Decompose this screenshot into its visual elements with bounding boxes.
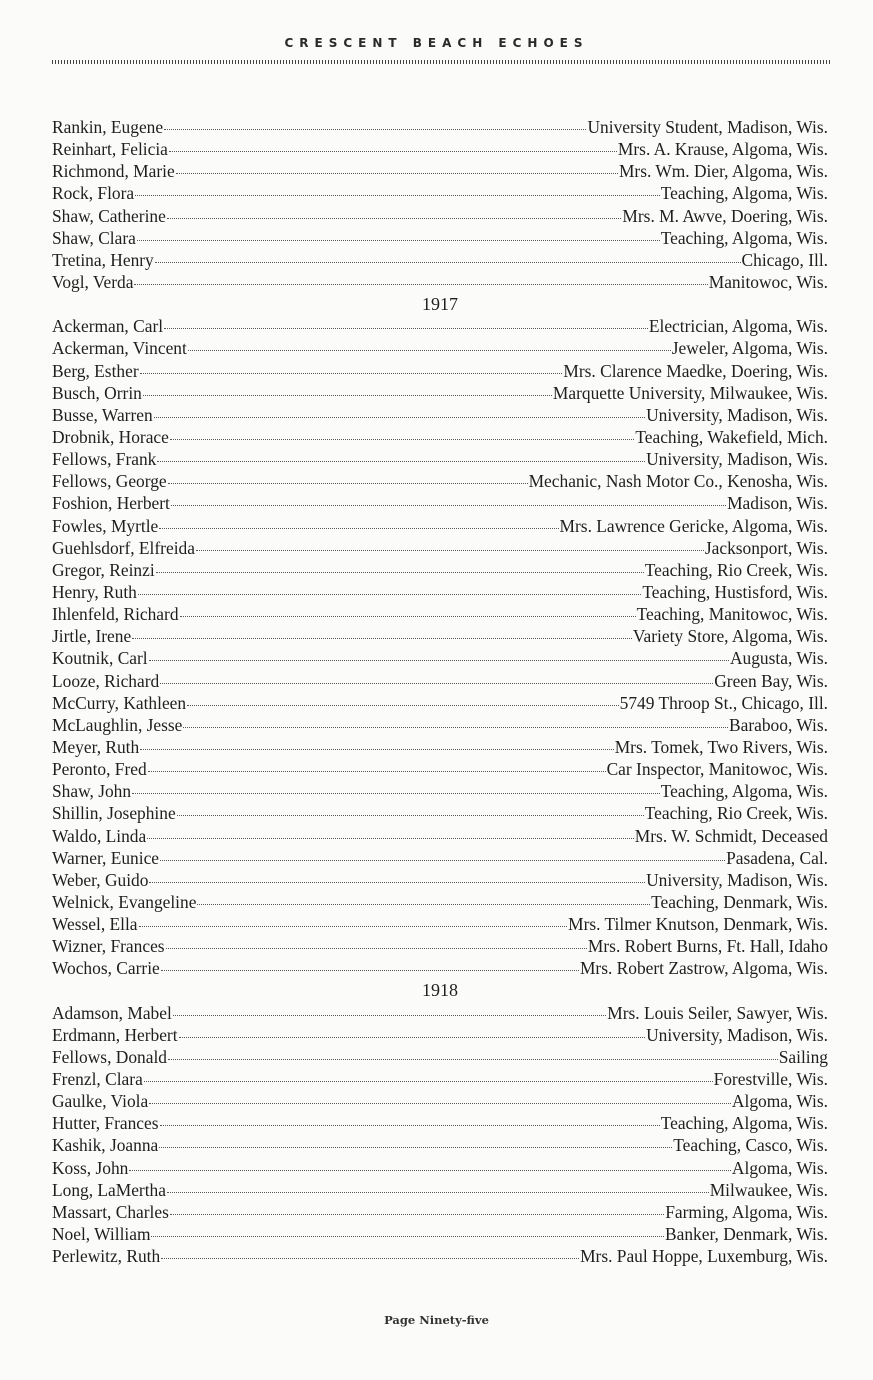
dot-leader [149,660,729,661]
person-name: Rankin, Eugene [52,117,164,137]
dot-leader [161,970,579,971]
year-heading: 1917 [422,294,458,315]
page-footer: Page Ninety-five [384,1313,489,1327]
person-name: Noel, William [52,1224,151,1245]
list-item [52,182,828,204]
person-status: Banker, Denmark, Wis. [665,1224,828,1245]
person-status: Mrs. W. Schmidt, Deceased [634,825,828,846]
person-status: Teaching, Hustisford, Wis. [642,581,828,602]
person-status: Forestville, Wis. [713,1069,828,1090]
person-name: Adamson, Mabel [52,1002,172,1023]
dot-leader [187,705,619,706]
list-item [52,360,828,382]
person-name: Weber, Guido [52,869,149,890]
person-status: Mrs. Wm. Dier, Algoma, Wis. [618,161,828,182]
dot-leader [137,240,660,241]
list-item [52,227,828,249]
dot-leader [160,1125,660,1126]
person-status: Algoma, Wis. [731,1091,828,1112]
person-name: Perlewitz, Ruth [52,1246,161,1267]
alumni-list [52,116,828,1267]
person-name: Shaw, John [52,781,132,802]
dot-leader [151,1236,664,1237]
person-status: Mrs. Robert Zastrow, Algoma, Wis. [579,958,828,979]
person-status: Green Bay, Wis. [714,670,828,691]
person-name: Wizner, Frances [52,936,165,957]
person-status: Jacksonport, Wis. [704,537,828,558]
page-header: CRESCENT BEACH ECHOES [284,36,589,50]
list-item [52,138,828,160]
dot-leader [144,1081,713,1082]
list-item [52,515,828,537]
person-status: Algoma, Wis. [731,1157,828,1178]
person-status: Mrs. Paul Hoppe, Luxemburg, Wis. [580,1246,828,1267]
list-item [52,205,828,227]
list-item [52,1046,828,1068]
person-name: Wochos, Carrie [52,958,160,979]
person-status: Teaching, Rio Creek, Wis. [644,803,828,824]
dot-leader [149,1103,731,1104]
dot-leader [179,1037,646,1038]
person-name: McLaughlin, Jesse [52,714,183,735]
list-item [52,337,828,359]
person-name: Jirtle, Irene [52,626,132,647]
dot-leader [170,1214,664,1215]
person-name: Peronto, Fred [52,759,147,780]
person-name: Busch, Orrin [52,382,142,403]
person-status: Electrician, Algoma, Wis. [648,316,828,337]
person-name: Drobnik, Horace [52,426,169,447]
person-name: Foshion, Herbert [52,493,170,514]
list-item [52,891,828,913]
dot-leader [160,683,713,684]
person-name: Long, LaMertha [52,1179,166,1200]
list-item [52,714,828,736]
person-name: Frenzl, Clara [52,1069,143,1090]
list-item [52,559,828,581]
dot-leader [139,926,568,927]
person-name: Shaw, Clara [52,227,136,248]
dot-leader [171,505,726,506]
list-item [52,315,828,337]
list-item [52,404,828,426]
person-status: Mrs. Louis Seiler, Sawyer, Wis. [607,1002,828,1023]
person-name: Fellows, George [52,471,167,492]
list-item [52,935,828,957]
person-status: Madison, Wis. [727,493,828,514]
person-name: Fellows, Donald [52,1046,167,1067]
dot-leader [160,860,725,861]
dot-leader [157,461,645,462]
dot-leader [168,483,528,484]
person-name: Koutnik, Carl [52,648,148,669]
person-status: Teaching, Algoma, Wis. [660,1113,828,1134]
dot-leader [134,284,707,285]
person-status: Teaching, Denmark, Wis. [651,891,828,912]
person-name: Koss, John [52,1157,129,1178]
person-name: Vogl, Verda [52,271,134,292]
person-name: Gregor, Reinzi [52,559,155,580]
person-name: Rock, Flora [52,183,135,204]
list-item [52,670,828,692]
person-name: Reinhart, Felicia [52,139,168,160]
list-item [52,492,828,514]
dot-leader [170,439,634,440]
dot-leader [176,173,618,174]
dot-leader [132,793,660,794]
list-item [52,736,828,758]
dot-leader [135,195,660,196]
person-name: Hutter, Frances [52,1113,159,1134]
person-status: Car Inspector, Manitowoc, Wis. [606,759,828,780]
person-name: Tretina, Henry [52,249,154,270]
dot-leader [154,417,645,418]
person-status: Teaching, Algoma, Wis. [660,781,828,802]
dot-leader [197,904,650,905]
person-name: Shillin, Josephine [52,803,176,824]
dot-leader [196,550,704,551]
list-item [52,847,828,869]
dot-leader [180,616,636,617]
person-name: Ackerman, Carl [52,316,164,337]
person-name: Erdmann, Herbert [52,1024,178,1045]
list-item [52,581,828,603]
person-name: Kashik, Joanna [52,1135,159,1156]
list-item [52,869,828,891]
person-name: Meyer, Ruth [52,736,140,757]
person-name: Richmond, Marie [52,161,175,182]
person-status: Mechanic, Nash Motor Co., Kenosha, Wis. [528,471,828,492]
dot-leader [161,1258,579,1259]
list-item [52,116,828,138]
person-name: Wessel, Ella [52,914,138,935]
list-item [52,957,828,979]
list-item [52,692,828,714]
person-name: Shaw, Catherine [52,205,166,226]
list-item [52,1112,828,1134]
person-status: Sailing [778,1046,828,1067]
person-status: Farming, Algoma, Wis. [665,1201,828,1222]
dot-leader [138,594,641,595]
list-item [52,1134,828,1156]
list-item [52,758,828,780]
person-status: Manitowoc, Wis. [708,271,828,292]
list-item [52,448,828,470]
person-name: McCurry, Kathleen [52,692,187,713]
person-name: Waldo, Linda [52,825,147,846]
dot-leader [149,882,645,883]
list-item [52,1002,828,1024]
person-name: Welnick, Evangeline [52,891,197,912]
dot-leader [177,815,644,816]
list-item [52,382,828,404]
dot-leader [132,638,632,639]
person-status: University Student, Madison, Wis. [587,117,828,137]
list-item [52,1179,828,1201]
person-status: Mrs. Robert Burns, Ft. Hall, Idaho [587,936,828,957]
person-status: 5749 Throop St., Chicago, Ill. [619,692,828,713]
dot-leader [159,1147,672,1148]
person-name: Warner, Eunice [52,847,160,868]
person-name: Berg, Esther [52,360,139,381]
list-item [52,1157,828,1179]
person-status: Teaching, Wakefield, Mich. [635,426,828,447]
person-status: Marquette University, Milwaukee, Wis. [552,382,828,403]
list-item [52,271,828,293]
dot-leader [147,838,634,839]
person-status: Mrs. Clarence Maedke, Doering, Wis. [563,360,828,381]
dot-leader [173,1015,606,1016]
person-status: Variety Store, Algoma, Wis. [632,626,828,647]
person-status: Mrs. Lawrence Gericke, Algoma, Wis. [559,515,828,536]
list-item [52,160,828,182]
dot-leader [188,350,671,351]
list-item [52,913,828,935]
person-name: Gaulke, Viola [52,1091,149,1112]
list-item [52,537,828,559]
person-status: Pasadena, Cal. [726,847,828,868]
dot-leader [148,771,606,772]
dot-leader [156,572,644,573]
dot-leader [166,948,587,949]
list-item [52,625,828,647]
person-status: Mrs. Tomek, Two Rivers, Wis. [614,736,828,757]
list-item [52,249,828,271]
dot-leader [140,373,563,374]
list-item [52,1068,828,1090]
header-rule [52,60,830,64]
list-item [52,647,828,669]
list-item [52,603,828,625]
person-status: University, Madison, Wis. [646,404,828,425]
person-status: Mrs. A. Krause, Algoma, Wis. [617,139,828,160]
person-status: University, Madison, Wis. [646,449,828,470]
dot-leader [164,129,586,130]
dot-leader [169,151,617,152]
list-item [52,1223,828,1245]
person-status: Milwaukee, Wis. [709,1179,828,1200]
person-status: Mrs. Tilmer Knutson, Denmark, Wis. [568,914,828,935]
list-item [52,780,828,802]
person-name: Fellows, Frank [52,449,157,470]
dot-leader [183,727,728,728]
dot-leader [168,1059,778,1060]
list-item [52,1201,828,1223]
dot-leader [164,328,648,329]
list-item [52,1090,828,1112]
person-status: Teaching, Casco, Wis. [673,1135,828,1156]
person-status: Teaching, Algoma, Wis. [660,227,828,248]
person-status: Teaching, Algoma, Wis. [660,183,828,204]
dot-leader [140,749,613,750]
person-status: University, Madison, Wis. [646,869,828,890]
person-status: Teaching, Rio Creek, Wis. [644,559,828,580]
year-heading: 1918 [422,980,458,1001]
dot-leader [159,528,558,529]
list-item [52,1024,828,1046]
person-status: University, Madison, Wis. [646,1024,828,1045]
list-item [52,802,828,824]
person-status: Chicago, Ill. [741,249,828,270]
person-name: Ackerman, Vincent [52,338,187,359]
dot-leader [167,1192,709,1193]
dot-leader [155,262,741,263]
list-item [52,1245,828,1267]
dot-leader [167,218,622,219]
person-status: Mrs. M. Awve, Doering, Wis. [622,205,828,226]
person-name: Henry, Ruth [52,581,137,602]
person-name: Guehlsdorf, Elfreida [52,537,195,558]
list-item [52,426,828,448]
person-status: Baraboo, Wis. [729,714,828,735]
person-name: Fowles, Myrtle [52,515,159,536]
person-name: Ihlenfeld, Richard [52,604,179,625]
person-name: Busse, Warren [52,404,153,425]
list-item [52,825,828,847]
person-name: Massart, Charles [52,1201,169,1222]
person-status: Teaching, Manitowoc, Wis. [636,604,828,625]
dot-leader [129,1170,731,1171]
dot-leader [143,395,552,396]
person-status: Jeweler, Algoma, Wis. [671,338,828,359]
person-name: Looze, Richard [52,670,160,691]
person-status: Augusta, Wis. [729,648,828,669]
list-item [52,470,828,492]
